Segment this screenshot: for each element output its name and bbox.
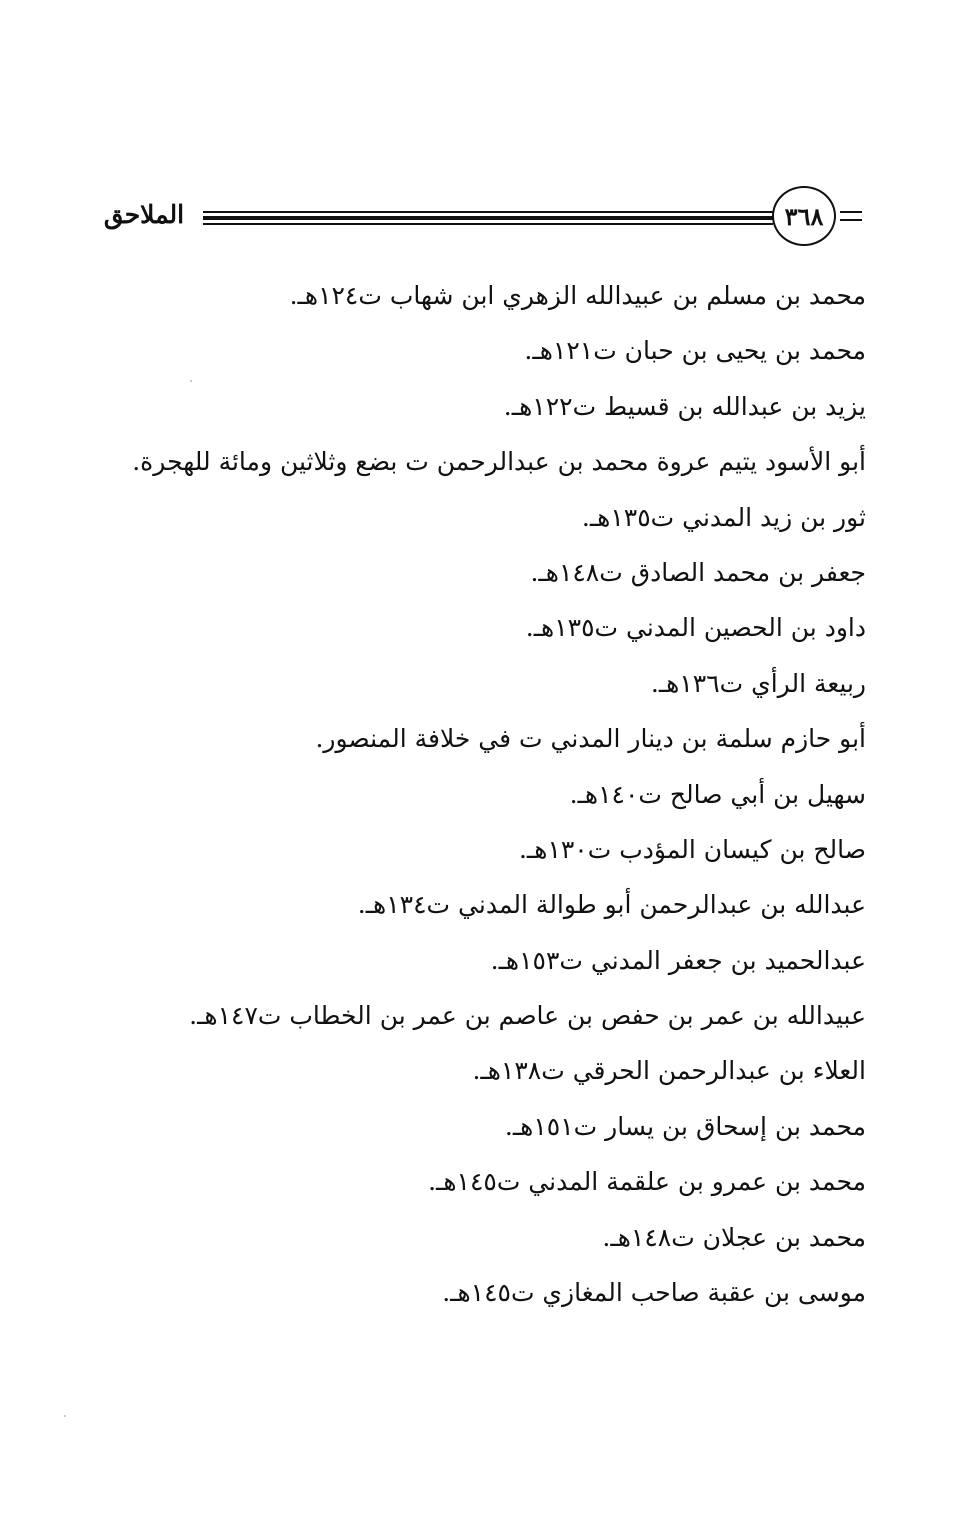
list-item: محمد بن عمرو بن علقمة المدني ت١٤٥هـ. [428, 1167, 866, 1197]
list-item: العلاء بن عبدالرحمن الحرقي ت١٣٨هـ. [472, 1056, 866, 1086]
header-rule [203, 211, 773, 213]
list-item: ثور بن زيد المدني ت١٣٥هـ. [581, 502, 866, 532]
list-item: محمد بن يحيى بن حبان ت١٢١هـ. [524, 336, 866, 366]
header-rule [840, 219, 862, 221]
section-title: الملاحق [103, 200, 185, 229]
list-item: موسى بن عقبة صاحب المغازي ت١٤٥هـ. [442, 1278, 866, 1308]
list-item: صالح بن كيسان المؤدب ت١٣٠هـ. [518, 834, 866, 864]
list-item: عبدالحميد بن جعفر المدني ت١٥٣هـ. [490, 945, 866, 975]
list-item: محمد بن مسلم بن عبيدالله الزهري ابن شهاب ت١٢٤هـ. [289, 281, 866, 310]
list-item: عبيدالله بن عمر بن حفص بن عاصم بن عمر بن الخطاب ت١٤٧هـ. [189, 1001, 866, 1031]
scan-speck [190, 380, 192, 382]
scan-speck [64, 1415, 66, 1417]
list-item: محمد بن عجلان ت١٤٨هـ. [602, 1222, 866, 1252]
list-item: أبو حازم سلمة بن دينار المدني ت في خلافة المنصور. [315, 724, 866, 754]
list-item: أبو الأسود يتيم عروة محمد بن عبدالرحمن ت بضع وثلاثين ومائة للهجرة. [132, 447, 866, 477]
list-item: يزيد بن عبدالله بن قسيط ت١٢٢هـ. [503, 391, 866, 421]
narrator-list [126, 268, 866, 1320]
list-item: جعفر بن محمد الصادق ت١٤٨هـ. [530, 557, 866, 587]
list-item: ربيعة الرأي ت١٣٦هـ. [650, 668, 866, 698]
header-rule [203, 223, 773, 225]
list-item: عبدالله بن عبدالرحمن أبو طوالة المدني ت١٣٤هـ. [357, 890, 866, 920]
running-header [90, 186, 870, 246]
header-rule [203, 216, 773, 220]
list-item: محمد بن إسحاق بن يسار ت١٥١هـ. [504, 1111, 866, 1141]
list-item: سهيل بن أبي صالح ت١٤٠هـ. [569, 779, 866, 809]
page-number: ٣٦٨ [772, 186, 836, 246]
header-rule [840, 211, 862, 213]
list-item: داود بن الحصين المدني ت١٣٥هـ. [525, 613, 866, 643]
